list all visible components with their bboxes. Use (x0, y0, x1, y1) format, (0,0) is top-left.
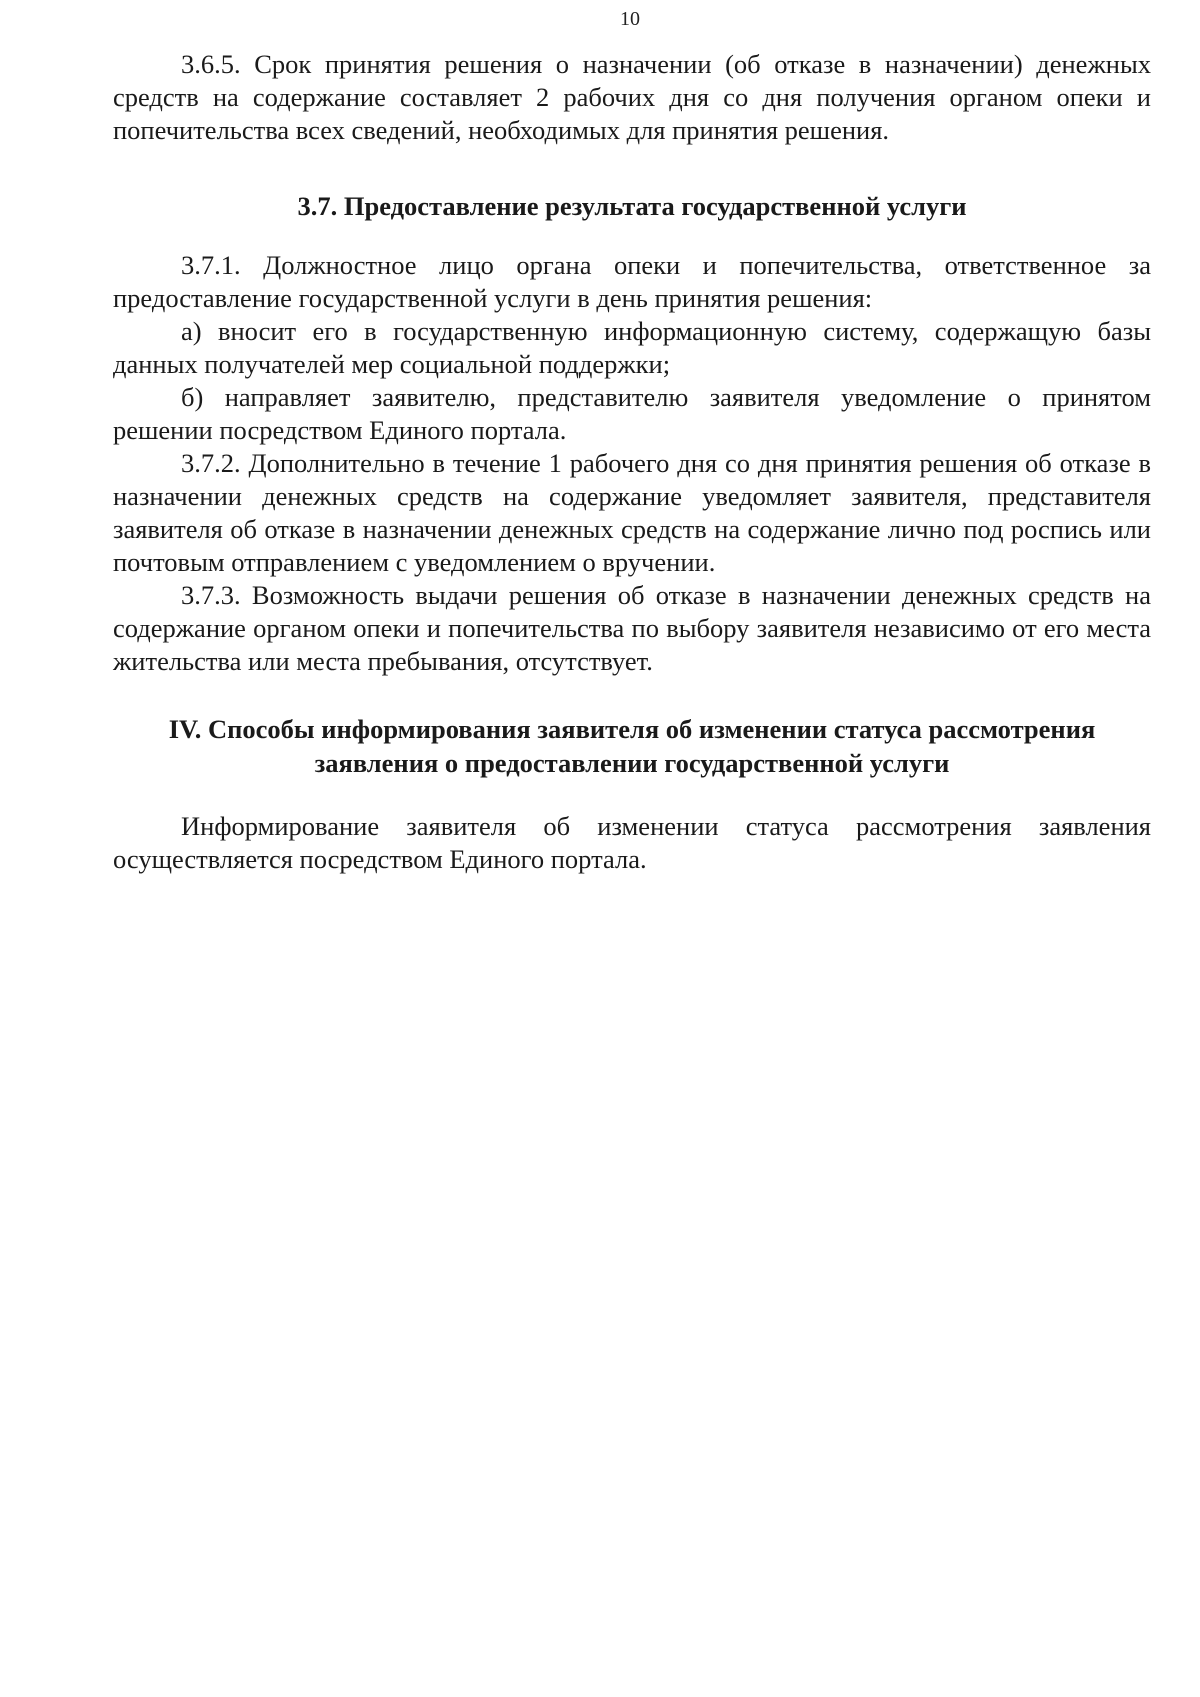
section-heading-3-7: 3.7. Предоставление результата государственной услуги (297, 191, 967, 221)
paragraph-3-7-1: 3.7.1. Должностное лицо органа опеки и попечительства, ответственное за предоставление государственной услуги в день принятия решения: (113, 250, 1151, 313)
paragraph-4: Информирование заявителя об изменении статуса рассмотрения заявления осуществляется посредством Единого портала. (113, 811, 1151, 874)
paragraph-3-6-5: 3.6.5. Срок принятия решения о назначении (об отказе в назначении) денежных средств на содержание составляет 2 рабочих дня со дня получения органом опеки и попечительства всех сведений, необходимых для принятия решения. (113, 49, 1151, 145)
paragraph-3-7-1-a: а) вносит его в государственную информационную систему, содержащую базы данных получателей мер социальной поддержки; (113, 316, 1151, 379)
document-body (113, 48, 1151, 876)
section-heading-4: IV. Способы информирования заявителя об изменении статуса рассмотрения заявления о предоставлении государственной услуги (168, 714, 1096, 778)
page-number: 10 (620, 8, 640, 30)
paragraph-3-7-3: 3.7.3. Возможность выдачи решения об отказе в назначении денежных средств на содержание органом опеки и попечительства по выбору заявителя независимо от его места жительства или места пребывания, отсутствует. (113, 580, 1151, 676)
paragraph-3-7-1-b: б) направляет заявителю, представителю заявителя уведомление о принятом решении посредством Единого портала. (113, 382, 1151, 445)
paragraph-3-7-2: 3.7.2. Дополнительно в течение 1 рабочего дня со дня принятия решения об отказе в назначении денежных средств на содержание уведомляет заявителя, представителя заявителя об отказе в назначении денежных средств на содержание лично под роспись или почтовым отправлением с уведомлением о вручении. (113, 448, 1151, 577)
